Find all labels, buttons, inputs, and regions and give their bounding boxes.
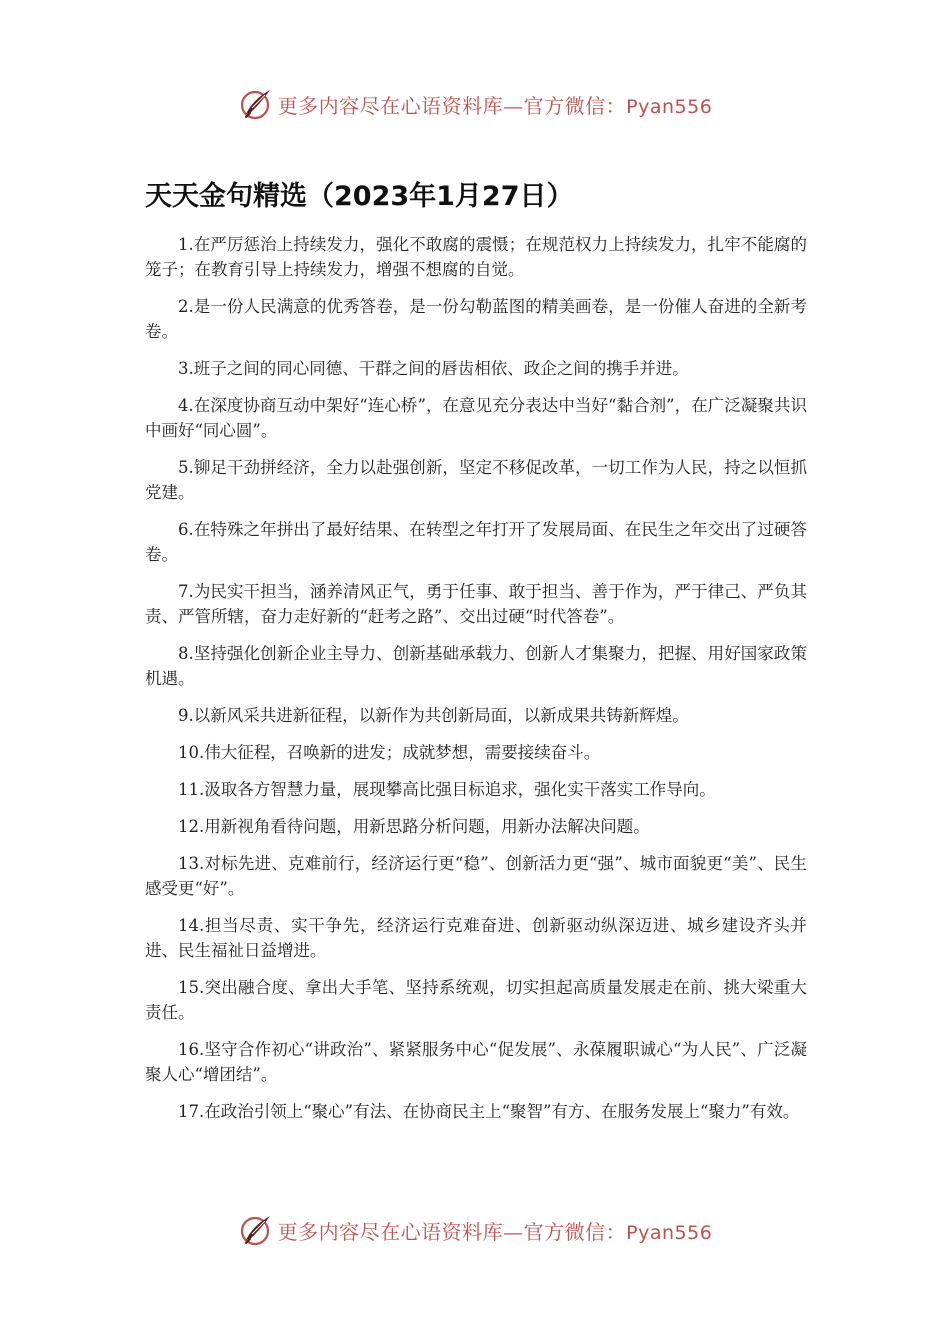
quote-item: 1.在严厉惩治上持续发力，强化不敢腐的震慑；在规范权力上持续发力，扎牢不能腐的笼子；在教育引导上持续发力，增强不想腐的自觉。 [145,235,807,279]
quote-item: 5.铆足干劲拼经济，全力以赴强创新，坚定不移促改革，一切工作为人民，持之以恒抓党建。 [145,458,807,502]
quill-logo-icon [238,86,274,122]
quote-item: 16.坚守合作初心“讲政治”、紧紧服务中心“促发展”、永葆履职诚心“为人民”、广泛凝聚人心“增团结”。 [145,1040,807,1084]
quote-item: 15.突出融合度、拿出大手笔、坚持系统观，切实担起高质量发展走在前、挑大梁重大责任。 [145,978,807,1022]
header-banner [0,82,950,126]
quote-item: 14.担当尽责、实干争先，经济运行克难奋进、创新驱动纵深迈进、城乡建设齐头并进、民生福祉日益增进。 [145,916,807,960]
quote-item: 8.坚持强化创新企业主导力、创新基础承载力、创新人才集聚力，把握、用好国家政策机遇。 [145,644,807,688]
banner-dash: — [503,1219,524,1244]
banner-wechat-id: Pyan556 [626,1221,713,1244]
banner-text [278,90,713,119]
quote-item: 11.汲取各方智慧力量，展现攀高比强目标追求，强化实干落实工作导向。 [178,780,716,799]
quote-item: 17.在政治引领上“聚心”有法、在协商民主上“聚智”有方、在服务发展上“聚力”有效。 [178,1102,800,1121]
footer-banner [0,1208,950,1252]
quill-logo-icon [238,1212,274,1248]
banner-text [278,1216,713,1245]
quote-item: 13.对标先进、克难前行，经济运行更“稳”、创新活力更“强”、城市面貌更“美”、民生感受更“好”。 [145,854,807,898]
quote-item: 12.用新视角看待问题，用新思路分析问题，用新办法解决问题。 [178,817,650,836]
quote-item: 3.班子之间的同心同德、干群之间的唇齿相依、政企之间的携手并进。 [178,359,689,378]
quote-item: 9.以新风采共进新征程，以新作为共创新局面，以新成果共铸新辉煌。 [178,706,689,725]
quote-item: 2.是一份人民满意的优秀答卷，是一份勾勒蓝图的精美画卷，是一份催人奋进的全新考卷。 [145,297,807,341]
banner-wechat-label: 官方微信： [523,1219,627,1244]
quote-item: 4.在深度协商互动中架好“连心桥”，在意见充分表达中当好“黏合剂”，在广泛凝聚共识中画好“同心圆”。 [145,396,807,440]
banner-dash: — [503,93,524,118]
banner-site-name: 更多内容尽在心语资料库 [277,1219,504,1244]
quote-item: 10.伟大征程，召唤新的进发；成就梦想，需要接续奋斗。 [178,743,601,762]
page-title: 天天金句精选（2023年1月27日） [145,181,574,212]
banner-site-name: 更多内容尽在心语资料库 [277,93,504,118]
banner-wechat-label: 官方微信： [523,93,627,118]
quote-item: 7.为民实干担当，涵养清风正气，勇于任事、敢于担当、善于作为，严于律己、严负其责、严管所辖，奋力走好新的“赶考之路”、交出过硬“时代答卷”。 [145,582,807,626]
quote-list [145,232,807,1136]
quote-item: 6.在特殊之年拼出了最好结果、在转型之年打开了发展局面、在民生之年交出了过硬答卷。 [145,520,807,564]
banner-wechat-id: Pyan556 [626,95,713,118]
